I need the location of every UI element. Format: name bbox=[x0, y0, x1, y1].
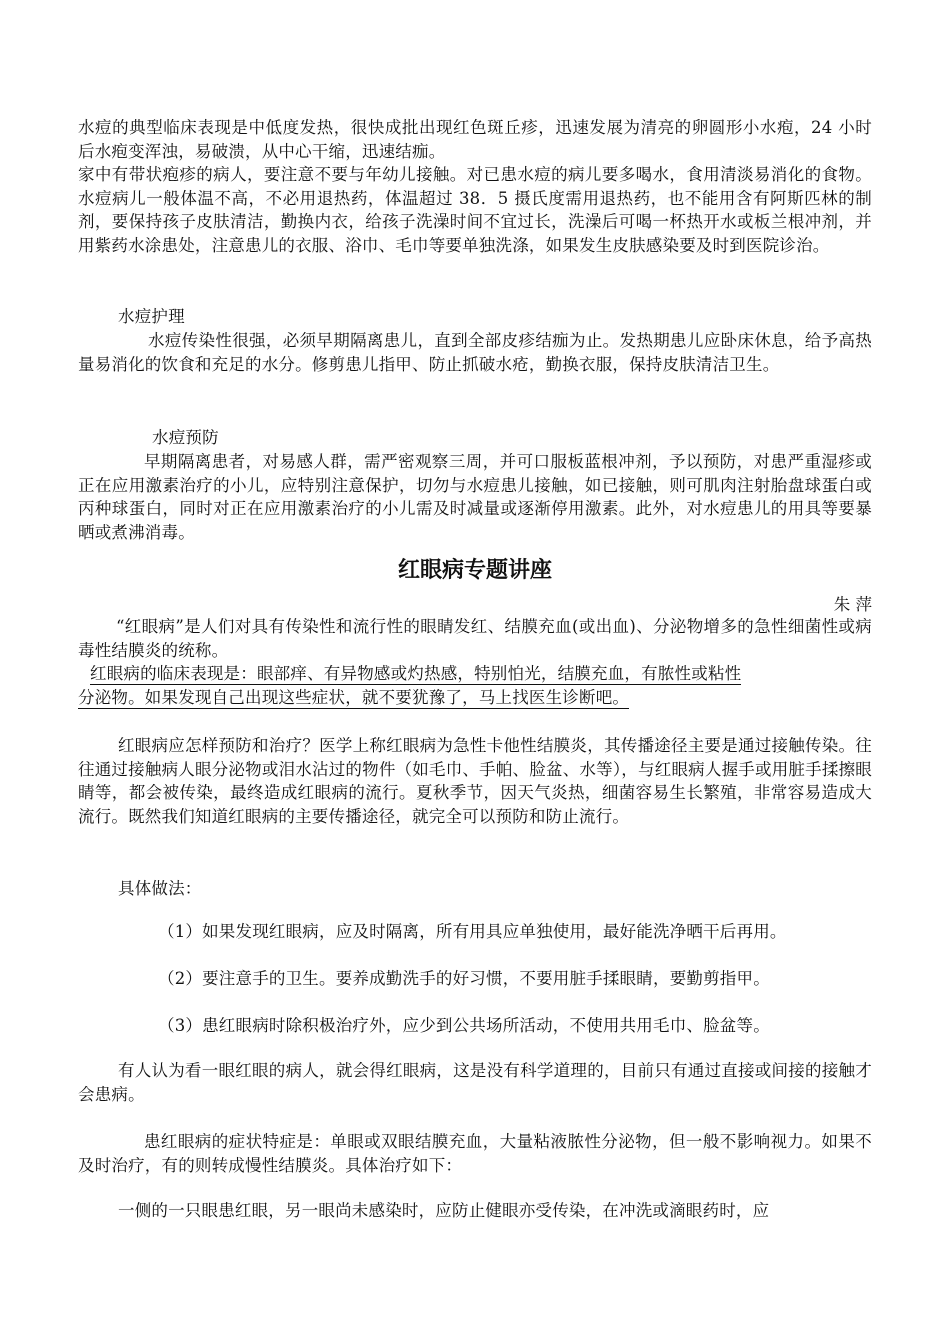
methods-heading: 具体做法： bbox=[118, 879, 202, 898]
prevention-paragraph: 早期隔离患者，对易感人群，需严密观察三周，并可口服板蓝根冲剂，予以预防，对患严重湿疹或正在应用激素治疗的小儿，应特别注意保护，切勿与水痘患儿接触，如已接触，则可肌肉注射胎盘球蛋白或丙种球蛋白，同时对正在应用激素治疗的小儿需及时减量或逐渐停用激素。此外，对水痘患儿的用具等要暴晒或煮沸消毒。 bbox=[78, 452, 872, 542]
symptoms-underlined-text-2: 分泌物。如果发现自己出现这些症状，就不要犹豫了，马上找医生诊断吧。 bbox=[78, 688, 630, 707]
method-item-1: （1）如果发现红眼病，应及时隔离，所有用具应单独使用，最好能洗净晒干后再用。 bbox=[158, 922, 787, 941]
article-title: 红眼病专题讲座 bbox=[397, 558, 552, 583]
symptoms-underlined-text-1: 红眼病的临床表现是：眼部痒、有异物感或灼热感，特别怕光，结膜充血，有脓性或粘性 bbox=[90, 664, 742, 683]
prevention-heading: 水痘预防 bbox=[152, 428, 219, 447]
symptoms-line-1 bbox=[78, 662, 872, 686]
chickenpox-home-care-paragraph: 家中有带状疱疹的病人，要注意不要与年幼儿接触。对已患水痘的病儿要多喝水，食用清淡易消化的食物。水痘病儿一般体温不高，不必用退热药，体温超过 38．5 摄氏度需用退热药，也不能用含有阿斯匹林的制剂，要保持孩子皮肤清洁，勤换内衣，给孩子洗澡时间不宜过长，洗澡后可喝一杯热开水或板兰根冲剂，并用紫药水涂患处，注意患儿的衣服、浴巾、毛巾等要单独洗涤，如果发生皮肤感染要及时到医院诊治。 bbox=[78, 165, 872, 255]
method-item-3: （3）患红眼病时除积极治疗外，应少到公共场所活动，不使用共用毛巾、脸盆等。 bbox=[158, 1016, 770, 1035]
transmission-paragraph: 红眼病应怎样预防和治疗？医学上称红眼病为急性卡他性结膜炎，其传播途径主要是通过接触传染。往往通过接触病人眼分泌物或泪水沾过的物件（如毛巾、手帕、脸盆、水等），与红眼病人握手或用脏手揉擦眼睛等，都会被传染，最终造成红眼病的流行。夏秋季节，因天气炎热，细菌容易生长繁殖，非常容易造成大流行。既然我们知道红眼病的主要传播途径，就完全可以预防和防止流行。 bbox=[78, 736, 872, 826]
author-name: 朱 萍 bbox=[833, 595, 872, 614]
definition-paragraph: “红眼病”是人们对具有传染性和流行性的眼睛发红、结膜充血(或出血)、分泌物增多的急性细菌性或病毒性结膜炎的统称。 bbox=[78, 617, 872, 660]
nursing-paragraph: 水痘传染性很强，必须早期隔离患儿，直到全部皮疹结痂为止。发热期患儿应卧床休息，给予高热量易消化的饮食和充足的水分。修剪患儿指甲、防止抓破水疮，勤换衣服，保持皮肤清洁卫生。 bbox=[78, 331, 872, 374]
treatment-paragraph: 一侧的一只眼患红眼，另一眼尚未感染时，应防止健眼亦受传染，在冲洗或滴眼药时，应 bbox=[118, 1201, 770, 1220]
chickenpox-intro-paragraph: 水痘的典型临床表现是中低度发热，很快成批出现红色斑丘疹，迅速发展为清亮的卵圆形小水疱，24 小时后水疱变浑浊，易破溃，从中心干缩，迅速结痂。 bbox=[78, 118, 872, 161]
method-item-2: （2）要注意手的卫生。要养成勤洗手的好习惯，不要用脏手揉眼睛，要勤剪指甲。 bbox=[158, 969, 770, 988]
symptoms-line-2 bbox=[78, 686, 872, 710]
myth-paragraph: 有人认为看一眼红眼的病人，就会得红眼病，这是没有科学道理的，目前只有通过直接或间接的接触才会患病。 bbox=[78, 1061, 872, 1104]
features-paragraph: 患红眼病的症状特症是：单眼或双眼结膜充血，大量粘液脓性分泌物，但一般不影响视力。如果不及时治疗，有的则转成慢性结膜炎。具体治疗如下： bbox=[78, 1132, 872, 1175]
nursing-heading: 水痘护理 bbox=[118, 307, 185, 326]
